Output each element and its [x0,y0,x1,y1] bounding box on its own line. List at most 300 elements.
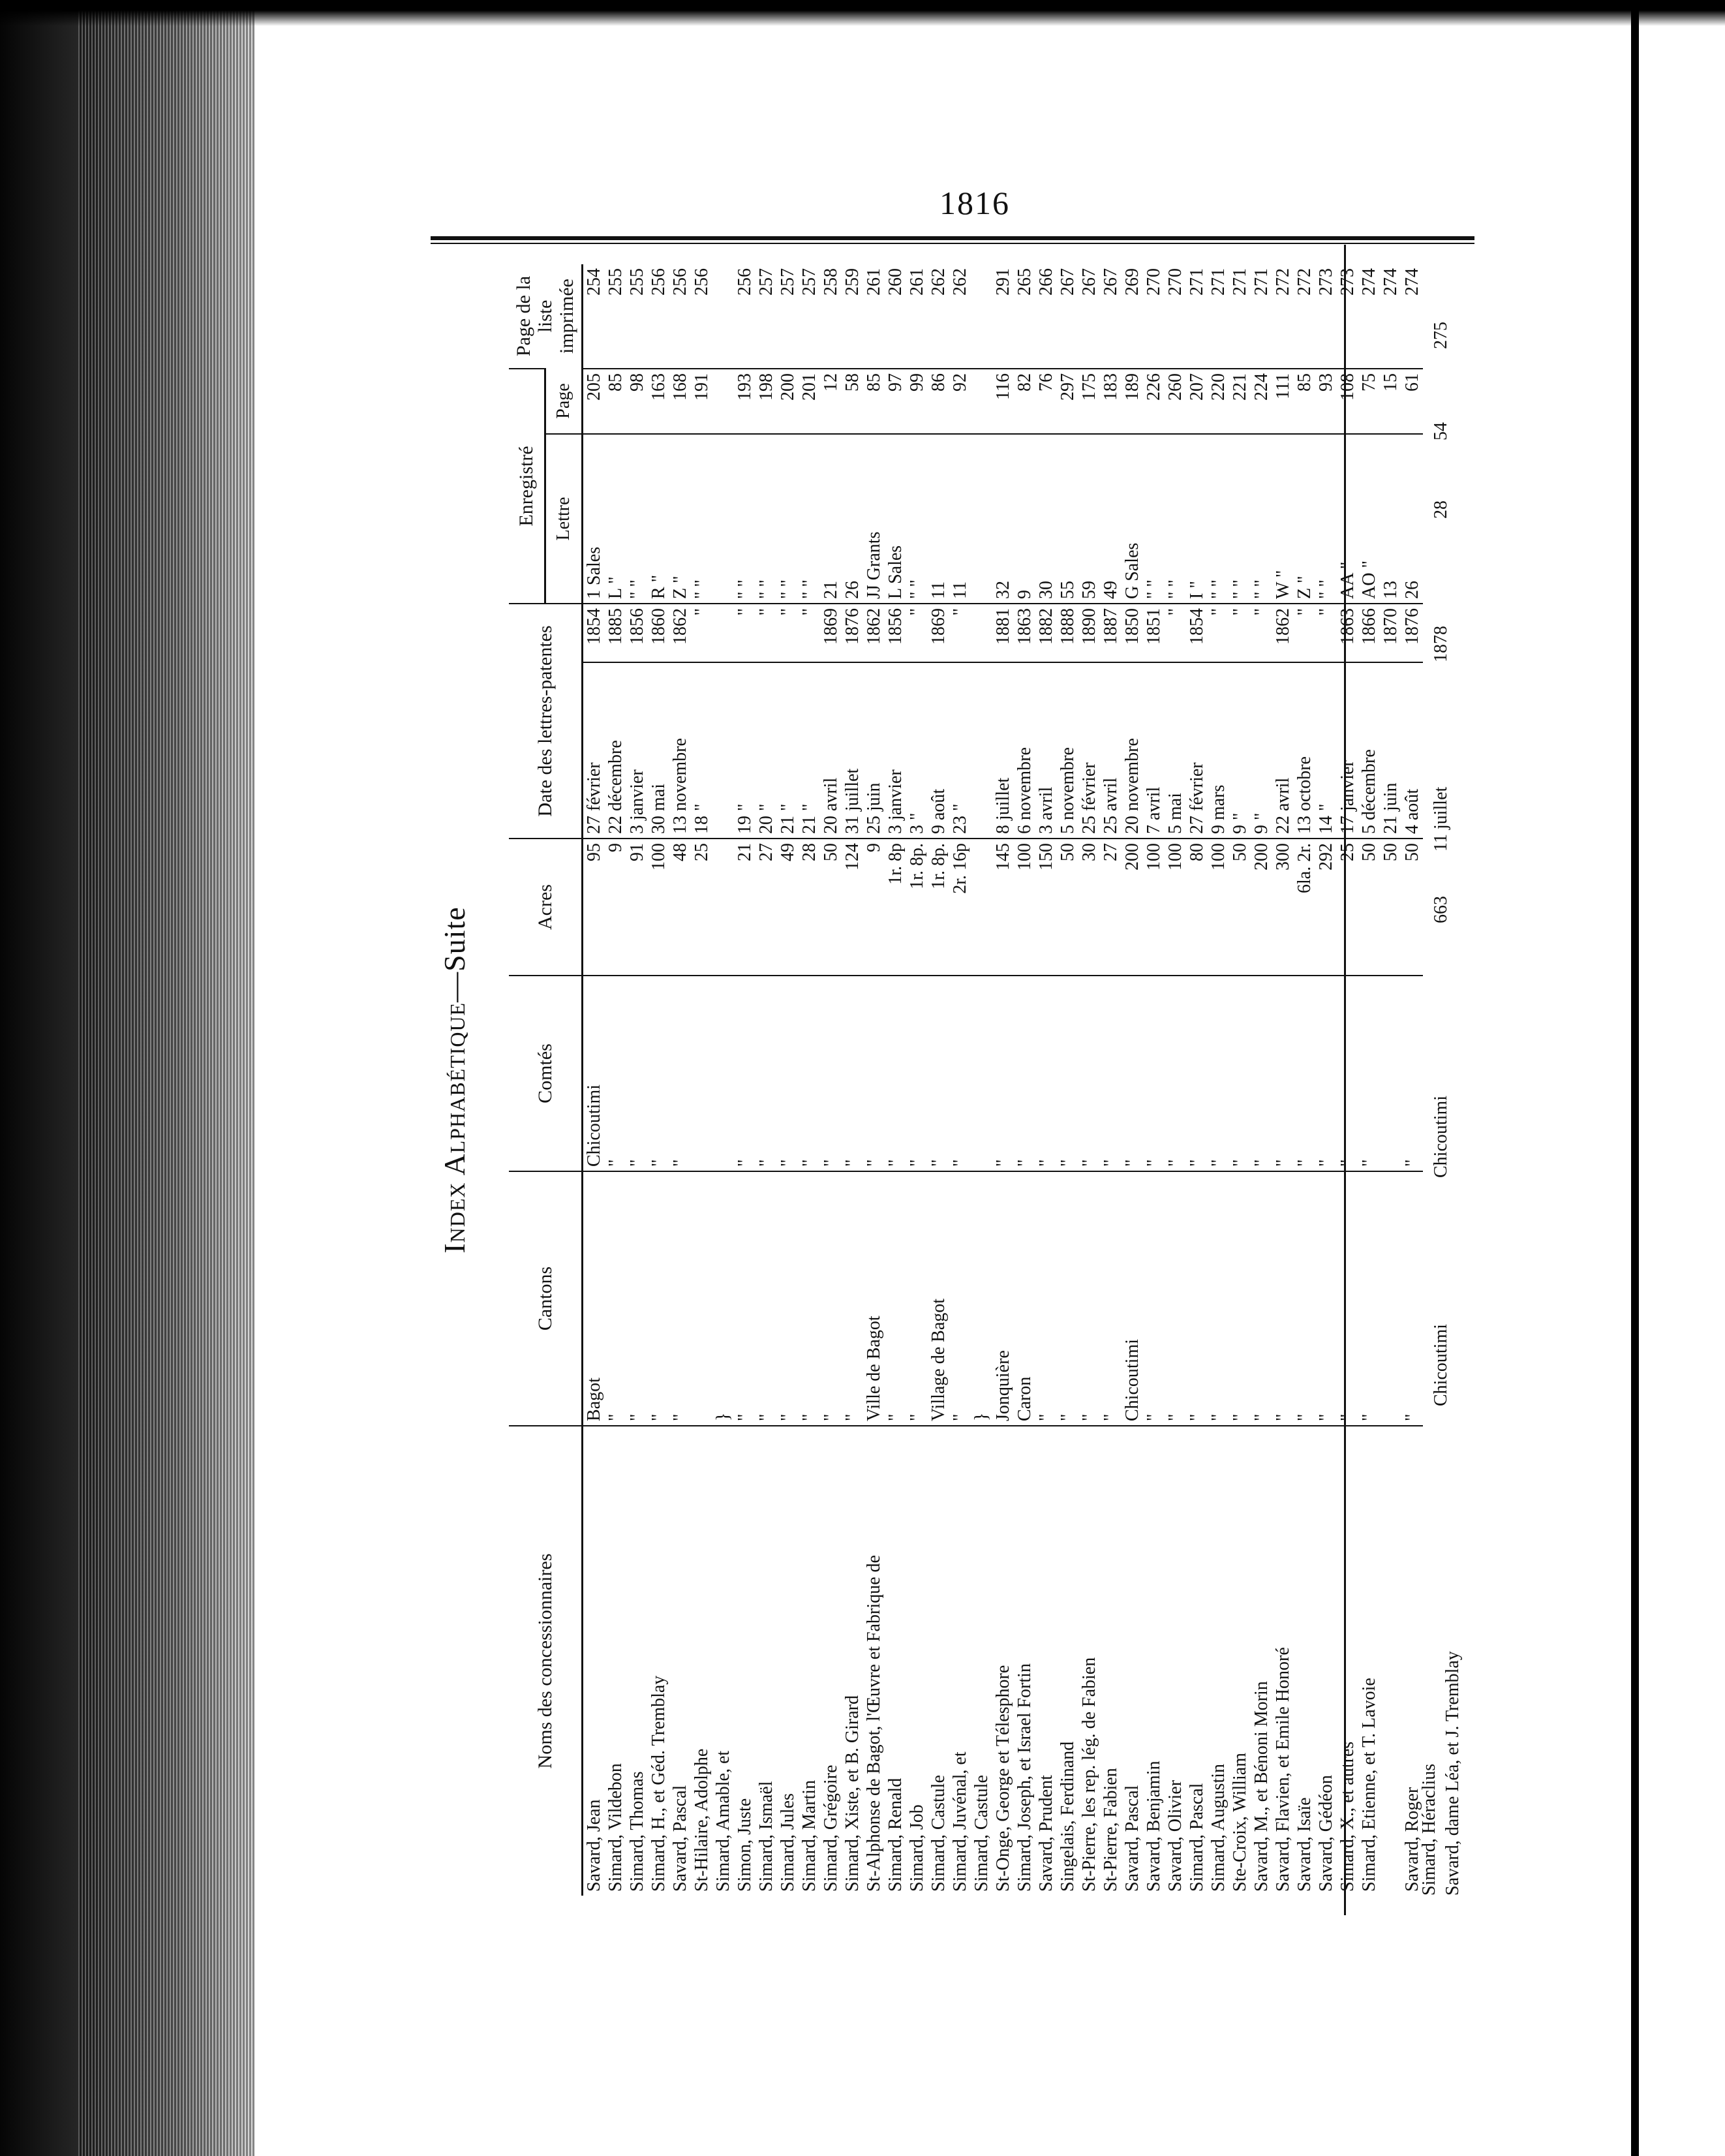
row-canton: Village de Bagot [928,1171,949,1426]
row-nom: Savard, Jean [583,1426,605,1896]
row-liste: 262 [950,268,970,296]
row-lettre: " " [906,434,928,604]
header-enregistre: Enregistré [509,369,545,604]
table-row [756,264,777,1896]
row-annee: " [1294,604,1315,662]
row-nom: Savard, Benjamin [1143,1426,1165,1896]
header-noms: Noms des concessionnaires [509,1426,583,1896]
table-row [777,264,799,1896]
top-rule [431,236,1474,240]
table-row [1315,264,1337,1896]
next-nom-2: Savard, dame Léa, et J. Tremblay [1443,1651,1463,1896]
row-comte: " [1122,976,1143,1171]
row-comte: " [928,976,949,1171]
row-canton: Ville de Bagot [863,1171,885,1426]
row-annee: 1854 [1186,604,1208,662]
rotated-content [431,245,1474,1915]
row-lettre: " " [1229,434,1251,604]
row-jour: 4 août [1401,662,1423,839]
row-comte: " [1035,976,1057,1171]
row-lettre: 49 [1100,434,1122,604]
header-lettre: Lettre [545,434,582,604]
row-annee: " [1315,604,1337,662]
row-acres: 100 [648,839,669,976]
row-annee: 1869 [820,604,842,662]
row-acres: 50 [1401,839,1423,976]
row-page: 116 [992,369,1014,434]
row-liste: 255 [605,268,626,296]
row-nom: Simard, Grégoire [820,1426,842,1896]
next-acres: 663 [1431,896,1451,923]
table-row [928,264,949,1896]
row-annee: " [1208,604,1229,662]
row-page: 111 [1272,369,1294,434]
table-row [885,264,906,1896]
row-jour: 13 octobre [1294,662,1315,839]
row-annee: 1881 [992,604,1014,662]
row-liste: 260 [885,268,906,296]
row-comte: " [605,976,626,1171]
row-annee: " [1165,604,1186,662]
row-liste: 257 [756,268,776,296]
row-lettre: G Sales [1122,434,1143,604]
row-jour: 14 " [1315,662,1337,839]
row-comte: " [1078,976,1100,1171]
row-canton: Chicoutimi [1122,1171,1143,1426]
table-row [906,264,928,1896]
row-comte: " [1229,976,1251,1171]
row-liste: 274 [1402,268,1422,296]
row-lettre: " " [777,434,799,604]
row-page: 61 [1401,369,1423,434]
next-lettre: 28 [1431,501,1451,519]
row-annee: 1888 [1057,604,1078,662]
row-jour: 3 " [906,662,928,839]
row-annee: 1876 [1401,604,1423,662]
row-lettre: " " [626,434,648,604]
row-canton: " [1100,1171,1122,1426]
row-acres: 1r. 8p [885,839,906,976]
row-page: 297 [1057,369,1078,434]
row-acres: 27 [1100,839,1122,976]
table-row [1057,264,1078,1896]
row-comte: " [820,976,842,1171]
table-row [691,264,712,1896]
row-acres: 27 [756,839,777,976]
row-page: 200 [777,369,799,434]
row-lettre: " " [691,434,712,604]
row-acres: 100 [1014,839,1035,976]
row-nom: Simard, Castule [971,1426,992,1896]
row-annee: 1851 [1143,604,1165,662]
row-jour: 22 avril [1272,662,1294,839]
row-liste: 261 [907,268,927,296]
row-lettre: W " [1272,434,1294,604]
row-liste: 256 [670,268,690,296]
row-annee: 1862 [1272,604,1294,662]
row-comte: " [1272,976,1294,1171]
row-acres: 21 [734,839,756,976]
row-canton: } [712,1171,734,1426]
row-jour: 21 " [799,662,820,839]
row-lettre: 11 [949,434,971,604]
row-page: 76 [1035,369,1057,434]
table-row [1294,264,1315,1896]
row-comte [971,976,992,1171]
next-annee: 1878 [1431,626,1451,662]
row-lettre [971,434,992,604]
row-jour: 18 " [691,662,712,839]
row-lettre: " " [1208,434,1229,604]
row-nom: Simard, Juvénal, et [949,1426,971,1896]
row-acres: 48 [669,839,691,976]
row-lettre: " " [1251,434,1272,604]
row-annee: " [734,604,756,662]
row-liste: 271 [1208,268,1229,296]
row-jour: 5 mai [1165,662,1186,839]
header-acres: Acres [509,839,583,976]
row-annee: 1862 [669,604,691,662]
row-annee [971,604,992,662]
row-acres: 6la. 2r. [1294,839,1315,976]
row-comte: " [1143,976,1165,1171]
row-acres: 30 [1078,839,1100,976]
row-liste: 291 [993,268,1013,296]
row-nom: Savard, Gédéon [1315,1426,1337,1896]
row-annee: 1862 [863,604,885,662]
table-row [1143,264,1165,1896]
row-jour: 27 février [1186,662,1208,839]
row-jour: 7 avril [1143,662,1165,839]
row-canton: " [949,1171,971,1426]
row-jour: 25 avril [1100,662,1122,839]
table-body [583,264,1424,1896]
row-page: 175 [1078,369,1100,434]
row-comte: " [949,976,971,1171]
row-comte: Chicoutimi [583,976,605,1171]
table-row [1186,264,1208,1896]
row-nom: St-Pierre, Fabien [1100,1426,1122,1896]
row-page: 205 [583,369,605,434]
row-nom: Simard, Jules [777,1426,799,1896]
table-row [971,264,992,1896]
table-row [1035,264,1057,1896]
row-annee: " [756,604,777,662]
row-lettre: " " [1315,434,1337,604]
table-row [992,264,1014,1896]
row-nom: Savard, Prudent [1035,1426,1057,1896]
header-comtes: Comtés [509,976,583,1171]
row-annee: 1882 [1035,604,1057,662]
row-liste: 262 [928,268,949,296]
row-annee: " [1251,604,1272,662]
row-comte: " [1208,976,1229,1171]
row-acres: 9 [605,839,626,976]
row-page: 191 [691,369,712,434]
row-page [971,369,992,434]
row-page: 75 [1358,369,1380,434]
row-canton: " [756,1171,777,1426]
row-acres: 49 [777,839,799,976]
row-liste: 271 [1251,268,1272,296]
table-row [863,264,885,1896]
row-annee: 1863 [1014,604,1035,662]
row-acres: 50 [1229,839,1251,976]
next-page: 54 [1431,422,1451,440]
row-liste: 261 [864,268,884,296]
row-page: 193 [734,369,756,434]
next-canton: Chicoutimi [1431,1324,1451,1406]
table-row [734,264,756,1896]
row-jour: 19 " [734,662,756,839]
row-liste: 254 [584,268,604,296]
row-jour: 8 juillet [992,662,1014,839]
table-row [1251,264,1272,1896]
row-nom: Savard, Olivier [1165,1426,1186,1896]
row-acres: 100 [1208,839,1229,976]
row-lettre: " " [799,434,820,604]
row-comte: " [842,976,863,1171]
row-liste: 272 [1273,268,1293,296]
next-nom-1: Simard, Héraclius [1419,1763,1439,1896]
row-acres: 300 [1272,839,1294,976]
row-jour: 25 juin [863,662,885,839]
table-row [1100,264,1122,1896]
row-comte: " [863,976,885,1171]
row-annee: 1869 [928,604,949,662]
rotated-table-frame [431,245,1474,1915]
row-jour: 6 novembre [1014,662,1035,839]
row-lettre: AO " [1358,434,1380,604]
next-jour: 11 juillet [1431,786,1451,852]
row-liste: 273 [1316,268,1336,296]
row-jour: 21 juin [1380,662,1401,839]
row-acres: 124 [842,839,863,976]
row-nom: St-Onge, George et Télesphore [992,1426,1014,1896]
header-cantons: Cantons [509,1171,583,1426]
row-lettre: 55 [1057,434,1078,604]
row-page: 168 [669,369,691,434]
row-page: 163 [648,369,669,434]
row-page: 93 [1315,369,1337,434]
row-canton: Caron [1014,1171,1035,1426]
row-canton: Bagot [583,1171,605,1426]
row-comte: " [885,976,906,1171]
row-lettre: " " [734,434,756,604]
row-page: 224 [1251,369,1272,434]
row-lettre: " " [1143,434,1165,604]
row-comte: " [1294,976,1315,1171]
row-page: 201 [799,369,820,434]
title-suffix: —Suite [438,906,471,1002]
row-comte: " [1165,976,1186,1171]
row-jour: 31 juillet [842,662,863,839]
row-page: 198 [756,369,777,434]
row-nom: Simard, Martin [799,1426,820,1896]
row-nom: Savard, Pascal [669,1426,691,1896]
header-page: Page [545,369,582,434]
row-acres: 50 [1380,839,1401,976]
row-nom: Simard, Joseph, et Israel Fortin [1014,1426,1035,1896]
row-page [712,369,734,434]
row-comte: " [1358,976,1380,1171]
row-canton: " [1057,1171,1078,1426]
row-comte: " [1057,976,1078,1171]
row-acres: 25 [691,839,712,976]
row-annee: 1876 [842,604,863,662]
row-jour: 27 février [583,662,605,839]
row-jour: 9 " [1229,662,1251,839]
row-annee: 1890 [1078,604,1100,662]
row-annee [712,604,734,662]
row-nom: Simard, Amable, et [712,1426,734,1896]
row-page: 86 [928,369,949,434]
row-canton: " [1251,1171,1272,1426]
row-liste: 256 [735,268,755,296]
row-lettre: 9 [1014,434,1035,604]
row-canton: " [605,1171,626,1426]
row-acres [971,839,992,976]
row-canton: " [734,1171,756,1426]
row-liste: 259 [842,268,863,296]
row-nom: Simard, Ismaël [756,1426,777,1896]
row-page: 207 [1186,369,1208,434]
row-liste: 271 [1187,268,1207,296]
row-jour: 3 janvier [885,662,906,839]
row-nom: St-Hilaire, Adolphe [691,1426,712,1896]
row-canton: " [1208,1171,1229,1426]
row-annee: 1863 [1337,604,1358,662]
row-liste: 272 [1294,268,1315,296]
table-row [949,264,971,1896]
row-jour: 20 avril [820,662,842,839]
header-row [509,264,545,1896]
row-lettre: I " [1186,434,1208,604]
row-canton: " [777,1171,799,1426]
row-lettre: 30 [1035,434,1057,604]
row-jour [712,662,734,839]
page-gutter [1631,0,1639,2156]
row-annee: 1850 [1122,604,1143,662]
row-lettre: L " [605,434,626,604]
row-jour: 30 mai [648,662,669,839]
row-comte: " [626,976,648,1171]
row-jour: 20 " [756,662,777,839]
table-row [842,264,863,1896]
row-acres: 150 [1035,839,1057,976]
row-comte: " [1014,976,1035,1171]
title-prefix: Index Alphabétique [438,1002,471,1254]
row-acres: 1r. 8p. [906,839,928,976]
row-nom: Simard, Castule [928,1426,949,1896]
row-annee: " [777,604,799,662]
table-row [1208,264,1229,1896]
header-date: Date des lettres-patentes [509,604,583,839]
row-canton: " [906,1171,928,1426]
row-annee: 1885 [605,604,626,662]
row-canton: Jonquière [992,1171,1014,1426]
row-comte: " [734,976,756,1171]
row-jour: 9 août [928,662,949,839]
row-nom: Simard, Vildebon [605,1426,626,1896]
row-comte: " [992,976,1014,1171]
row-liste: 256 [692,268,712,296]
row-nom: Simard, Thomas [626,1426,648,1896]
row-annee: " [906,604,928,662]
next-comte: Chicoutimi [1431,1096,1451,1178]
row-comte: " [799,976,820,1171]
row-liste: 258 [821,268,841,296]
row-nom: Simard, Etienne, et T. Lavoie [1358,1426,1380,1896]
row-jour: 5 novembre [1057,662,1078,839]
row-page: 220 [1208,369,1229,434]
row-nom: St-Alphonse de Bagot, l'Œuvre et Fabrique de [863,1426,885,1896]
row-acres: 80 [1186,839,1208,976]
scan-shadow [0,0,1725,26]
table-row [1165,264,1186,1896]
row-jour: 5 décembre [1358,662,1380,839]
row-page: 189 [1122,369,1143,434]
row-page: 98 [626,369,648,434]
row-page: 108 [1337,369,1358,434]
table-row [1078,264,1100,1896]
row-liste: 257 [799,268,819,296]
row-annee: 1854 [583,604,605,662]
row-nom: Simard, Job [906,1426,928,1896]
row-lettre: JJ Grants [863,434,885,604]
row-liste: 267 [1101,268,1121,296]
row-jour: 3 janvier [626,662,648,839]
row-lettre: R " [648,434,669,604]
next-page-strip [1344,245,1474,1915]
row-nom: Savard, Pascal [1122,1426,1143,1896]
row-nom: Savard, M., et Bénoni Morin [1251,1426,1272,1896]
row-lettre [712,434,734,604]
table-row [669,264,691,1896]
table-row [605,264,626,1896]
row-canton: " [1229,1171,1251,1426]
row-annee: " [799,604,820,662]
row-nom: Savard, Flavien, et Emile Honoré [1272,1426,1294,1896]
row-lettre: 26 [842,434,863,604]
row-comte: " [906,976,928,1171]
row-acres: 292 [1315,839,1337,976]
row-nom: Simard, Pascal [1186,1426,1208,1896]
row-liste: 267 [1079,268,1099,296]
row-acres: 2r. 16p [949,839,971,976]
row-page: 85 [1294,369,1315,434]
row-acres: 145 [992,839,1014,976]
table-row [1122,264,1143,1896]
row-nom: Simard, H., et Géd. Tremblay [648,1426,669,1896]
row-acres: 200 [1251,839,1272,976]
row-acres: 200 [1122,839,1143,976]
table-row [799,264,820,1896]
row-nom: Ste-Croix, William [1229,1426,1251,1896]
row-comte: " [669,976,691,1171]
row-liste: 270 [1144,268,1164,296]
row-lettre: 26 [1401,434,1423,604]
row-lettre: 21 [820,434,842,604]
row-jour: 9 mars [1208,662,1229,839]
row-comte: " [1337,976,1358,1171]
row-comte: " [1251,976,1272,1171]
row-jour [971,662,992,839]
row-canton: " [1315,1171,1337,1426]
row-nom: Singelais, Ferdinand [1057,1426,1078,1896]
row-page: 183 [1100,369,1122,434]
row-canton: " [1294,1171,1315,1426]
